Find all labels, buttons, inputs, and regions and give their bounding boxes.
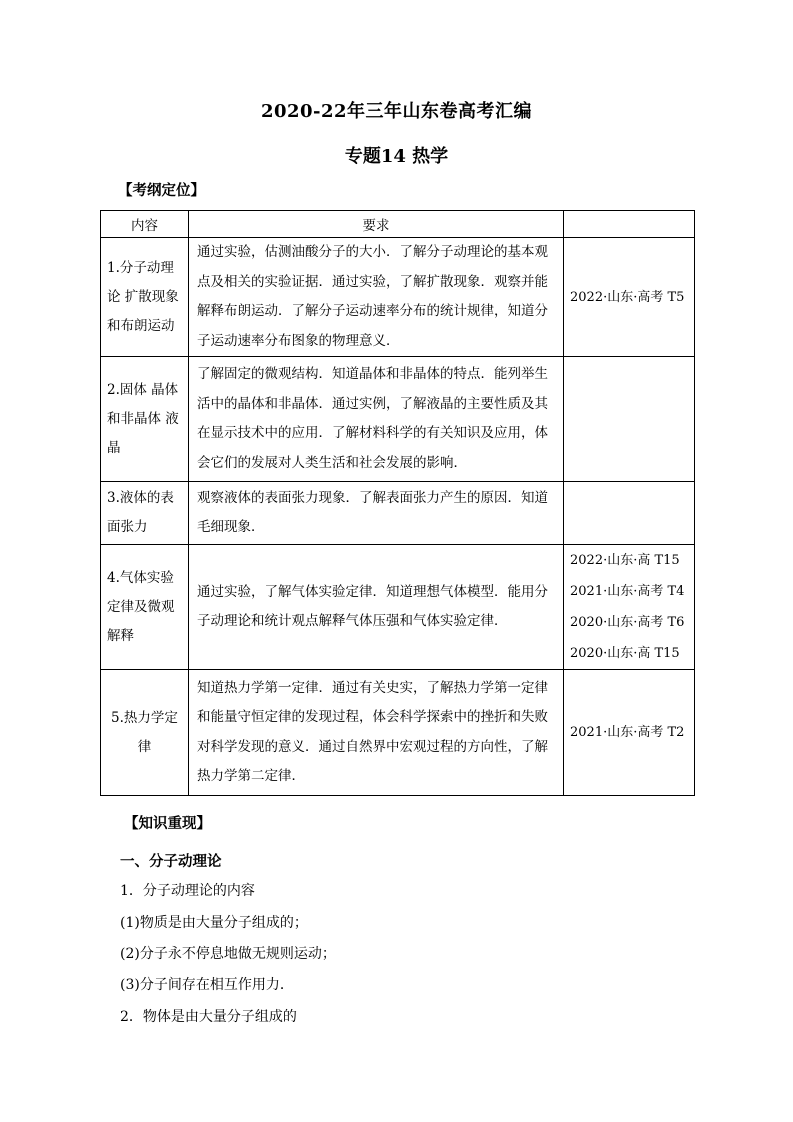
- source-item: 2020·山东·高 T15: [570, 646, 680, 661]
- row-requirement: 通过实验，了解气体实验定律．知道理想气体模型．能用分子动理论和统计观点解释气体压强和气体实验定律．: [189, 545, 564, 670]
- paragraph: 2．物体是由大量分子组成的: [120, 1009, 297, 1025]
- source-item: 2020·山东·高考 T6: [570, 615, 685, 630]
- row-sources: [564, 357, 695, 482]
- row-sources: [564, 670, 695, 796]
- syllabus-heading: 【考纲定位】: [118, 182, 205, 199]
- paragraph: 1．分子动理论的内容: [120, 883, 255, 899]
- row-requirement: 观察液体的表面张力现象．了解表面张力产生的原因．知道毛细现象．: [189, 482, 564, 545]
- table-header-row: [101, 211, 695, 238]
- document-subtitle: 专题14 热学: [344, 146, 449, 167]
- source-item: 2021·山东·高考 T2: [570, 725, 685, 740]
- source-item: 2022·山东·高 T15: [570, 553, 680, 568]
- table-row: [101, 482, 695, 545]
- row-sources: [564, 482, 695, 545]
- table-row: [101, 238, 695, 357]
- table-row: [101, 670, 695, 796]
- paragraph: (2)分子永不停息地做无规则运动；: [120, 946, 336, 962]
- syllabus-table: [100, 210, 695, 796]
- paragraph: (3)分子间存在相互作用力．: [120, 977, 294, 993]
- header-requirement: 要求: [189, 211, 564, 238]
- section-heading: 一、分子动理论: [120, 853, 222, 870]
- header-source: [564, 211, 695, 238]
- source-item: 2022·山东·高考 T5: [570, 289, 685, 305]
- row-topic: 4.气体实验定律及微观解释: [101, 545, 189, 670]
- row-sources: [564, 545, 695, 670]
- table-row: [101, 545, 695, 670]
- source-item: 2021·山东·高考 T4: [570, 584, 685, 599]
- row-requirement: 知道热力学第一定律．通过有关史实，了解热力学第一定律和能量守恒定律的发现过程，体会科学探索中的挫折和失败对科学发现的意义．通过自然界中宏观过程的方向性，了解热力学第二定律．: [189, 670, 564, 796]
- knowledge-heading: 【知识重现】: [124, 815, 211, 832]
- row-topic: 3.液体的表面张力: [101, 482, 189, 545]
- paragraph: (1)物质是由大量分子组成的；: [120, 915, 308, 931]
- row-requirement: 通过实验，估测油酸分子的大小．了解分子动理论的基本观点及相关的实验证据．通过实验，了解扩散现象．观察并能解释布朗运动．了解分子运动速率分布的统计规律，知道分子运动速率分布图象的物理意义．: [189, 238, 564, 357]
- row-topic: 1.分子动理论 扩散现象和布朗运动: [101, 238, 189, 357]
- row-sources: [564, 238, 695, 357]
- row-topic: 5.热力学定律: [101, 670, 189, 796]
- row-topic: 2.固体 晶体和非晶体 液晶: [101, 357, 189, 482]
- table-row: [101, 357, 695, 482]
- header-content: 内容: [101, 211, 189, 238]
- document-title: 2020-22年三年山东卷高考汇编: [260, 101, 533, 122]
- row-requirement: 了解固定的微观结构．知道晶体和非晶体的特点．能列举生活中的晶体和非晶体．通过实例，了解液晶的主要性质及其在显示技术中的应用．了解材料科学的有关知识及应用，体会它们的发展对人类生活和社会发展的影响．: [189, 357, 564, 482]
